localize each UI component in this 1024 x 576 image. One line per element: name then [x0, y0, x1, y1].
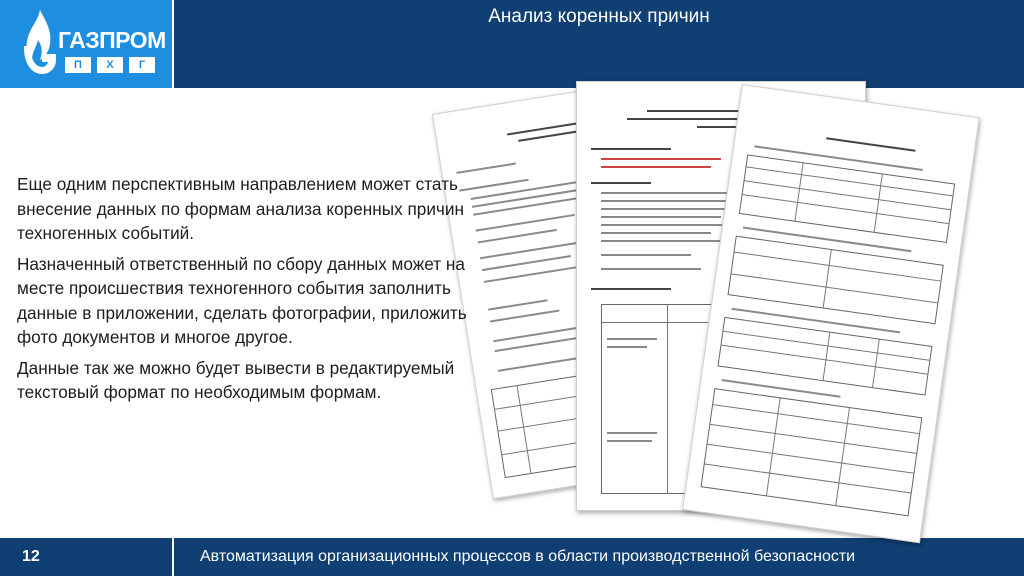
page-number: 12 — [22, 548, 40, 565]
logo-wordmark: ГАЗПРОМ — [58, 27, 166, 53]
slide-header — [0, 0, 1024, 88]
gazprom-logo — [0, 0, 172, 88]
header-bar — [174, 0, 1024, 88]
slide-title: Анализ коренных причин — [488, 6, 710, 27]
footer-bar — [174, 538, 1024, 576]
logo-sub-letters — [62, 56, 158, 74]
paragraph: Данные так же можно будет вывести в редактируемый текстовый формат по необходимым формам. — [17, 357, 455, 402]
flame-icon — [16, 8, 62, 80]
footer-text: Автоматизация организационных процессов в области производственной безопасности — [200, 548, 856, 565]
slide-footer — [0, 538, 1024, 576]
page-number-box — [0, 538, 172, 576]
paragraph: Еще одним перспективным направлением может стать внесение данных по формам анализа коренных причин техногенных событий. — [17, 174, 464, 243]
logo-letter: Г — [129, 57, 155, 73]
logo-letter: П — [65, 57, 91, 73]
paragraph: Назначенный ответственный по сбору данных может на месте происшествия техногенного события заполнить данные в приложении, сделать фотографии, приложить фото документов и многое другое. — [17, 253, 467, 347]
body-text — [17, 172, 497, 411]
logo-letter: Х — [97, 57, 123, 73]
